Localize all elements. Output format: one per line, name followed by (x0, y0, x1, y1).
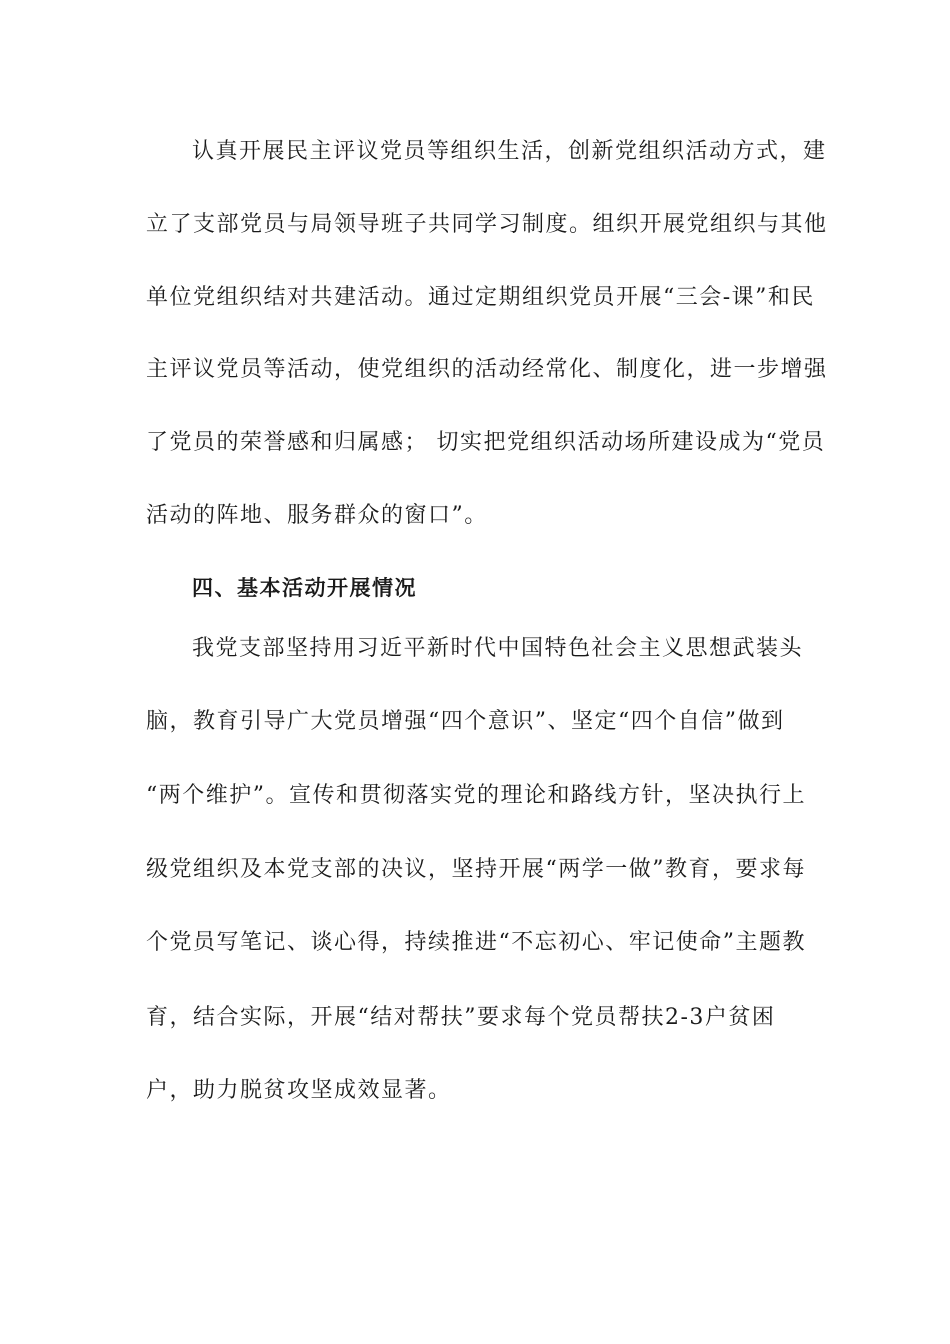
paragraph-line: 立了支部党员与局领导班子共同学习制度。组织开展党组织与其他 (146, 212, 828, 237)
paragraph-line: 认真开展民主评议党员等组织生活，创新党组织活动方式，建 (192, 139, 827, 164)
paragraph-line: 脑，教育引导广大党员增强“四个意识”、坚定“四个自信”做到 (146, 709, 785, 734)
paragraph-line: 个党员写笔记、谈心得，持续推进“不忘初心、牢记使命”主题教 (146, 930, 806, 955)
paragraph-line: 主评议党员等活动，使党组织的活动经常化、制度化，进一步增强 (146, 357, 828, 382)
paragraph-line: 活动的阵地、服务群众的窗口”。 (146, 503, 488, 528)
section-heading: 四、基本活动开展情况 (192, 576, 417, 600)
paragraph-line: 级党组织及本党支部的决议，坚持开展“两学一做”教育，要求每 (146, 857, 806, 882)
paragraph-line: “两个维护”。宣传和贯彻落实党的理论和路线方针，坚决执行上 (146, 783, 806, 808)
paragraph-line: 了党员的荣誉感和归属感； 切实把党组织活动场所建设成为“党员 (146, 430, 826, 455)
paragraph-line: 单位党组织结对共建活动。通过定期组织党员开展“三会-课”和民 (146, 285, 815, 310)
paragraph-line: 我党支部坚持用习近平新时代中国特色社会主义思想武装头 (192, 636, 804, 661)
paragraph-line: 育，结合实际，开展“结对帮扶”要求每个党员帮扶2-3户贫困 (146, 1005, 776, 1030)
paragraph-line: 户，助力脱贫攻坚成效显著。 (146, 1078, 452, 1103)
